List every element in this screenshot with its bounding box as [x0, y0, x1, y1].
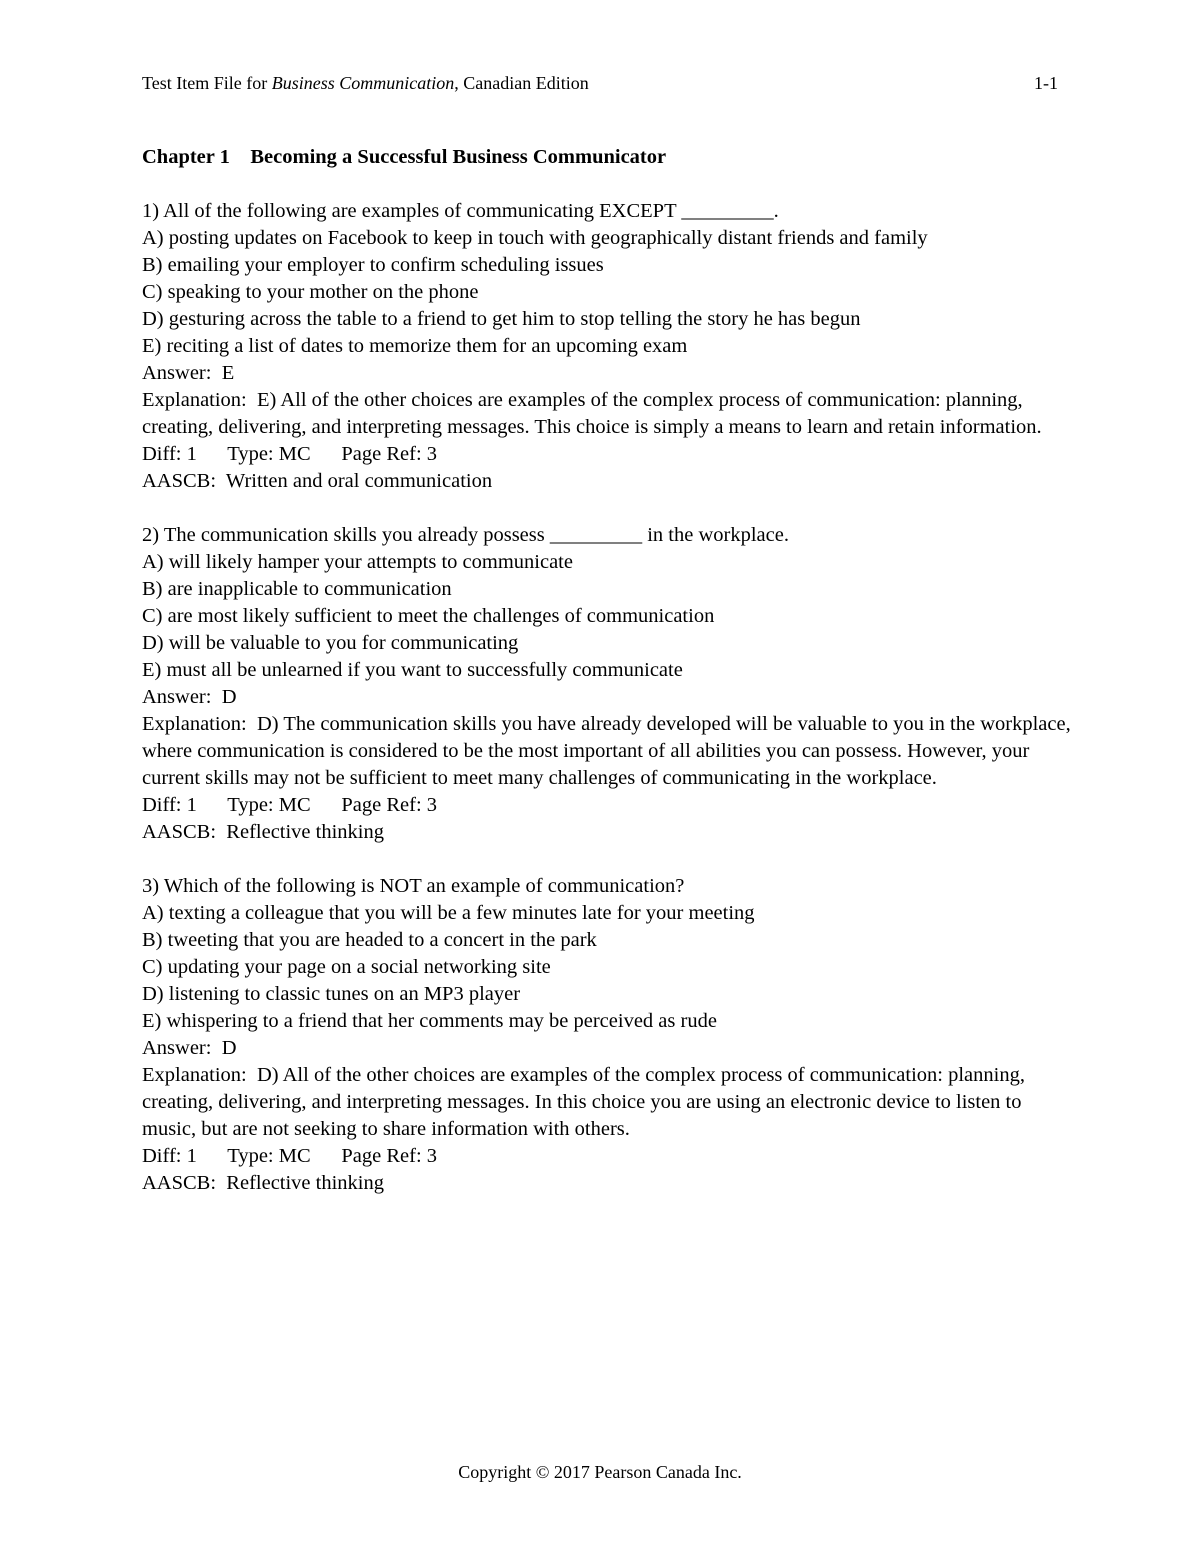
question-line: Diff: 1 Type: MC Page Ref: 3	[142, 794, 438, 816]
question-block	[142, 198, 1072, 495]
question-line: E) whispering to a friend that her comments may be perceived as rude	[142, 1010, 717, 1032]
document-title	[142, 71, 589, 95]
question-line: Explanation: D) The communication skills you have already developed will be valuable to you in the workplace, where communication is considered to be the most important of all abilities you can possess. However, your current skills may not be sufficient to meet many challenges of communicating in the workplace.	[142, 713, 1076, 789]
question-line: Answer: D	[142, 686, 237, 708]
question-line: AASCB: Reflective thinking	[142, 1172, 384, 1194]
question-line: D) gesturing across the table to a friend to get him to stop telling the story he has begun	[142, 308, 861, 330]
question-list	[142, 198, 1076, 1197]
question-block	[142, 873, 1072, 1197]
question-line: A) texting a colleague that you will be a few minutes late for your meeting	[142, 902, 755, 924]
question-line: E) reciting a list of dates to memorize them for an upcoming exam	[142, 335, 688, 357]
question-line: 3) Which of the following is NOT an example of communication?	[142, 875, 685, 897]
question-line: E) must all be unlearned if you want to successfully communicate	[142, 659, 683, 681]
book-title: Business Communication	[271, 73, 455, 93]
question-line: C) updating your page on a social networking site	[142, 956, 551, 978]
question-line: 1) All of the following are examples of communicating EXCEPT _________.	[142, 200, 779, 222]
question-line: A) posting updates on Facebook to keep in touch with geographically distant friends and family	[142, 227, 928, 249]
question-line: Diff: 1 Type: MC Page Ref: 3	[142, 1145, 438, 1167]
question-line: D) listening to classic tunes on an MP3 player	[142, 983, 521, 1005]
question-line: A) will likely hamper your attempts to communicate	[142, 551, 573, 573]
question-line: B) emailing your employer to confirm scheduling issues	[142, 254, 604, 276]
question-line: AASCB: Written and oral communication	[142, 470, 493, 492]
question-line: C) are most likely sufficient to meet the challenges of communication	[142, 605, 715, 627]
question-line: D) will be valuable to you for communicating	[142, 632, 519, 654]
question-line: Diff: 1 Type: MC Page Ref: 3	[142, 443, 438, 465]
question-line: Answer: E	[142, 362, 235, 384]
page-content	[142, 144, 1076, 1224]
question-line: AASCB: Reflective thinking	[142, 821, 384, 843]
question-line: 2) The communication skills you already possess _________ in the workplace.	[142, 524, 789, 546]
copyright-footer: Copyright © 2017 Pearson Canada Inc.	[458, 1462, 742, 1482]
question-line: Answer: D	[142, 1037, 237, 1059]
chapter-title: Chapter 1 Becoming a Successful Business Communicator	[142, 146, 667, 168]
question-line: C) speaking to your mother on the phone	[142, 281, 479, 303]
question-line: B) tweeting that you are headed to a concert in the park	[142, 929, 597, 951]
title-suffix: , Canadian Edition	[454, 73, 589, 93]
page-number: 1-1	[1034, 73, 1058, 93]
question-line: Explanation: D) All of the other choices are examples of the complex process of communication: planning, creating, delivering, and interpreting messages. In this choice you are using an electronic device to listen to music, but are not seeking to share information with others.	[142, 1064, 1031, 1140]
page-header	[142, 71, 1058, 95]
title-prefix: Test Item File for	[142, 73, 272, 93]
question-line: Explanation: E) All of the other choices are examples of the complex process of communication: planning, creating, delivering, and interpreting messages. This choice is simply a means to learn and retain information.	[142, 389, 1042, 438]
question-block	[142, 522, 1076, 846]
question-line: B) are inapplicable to communication	[142, 578, 452, 600]
